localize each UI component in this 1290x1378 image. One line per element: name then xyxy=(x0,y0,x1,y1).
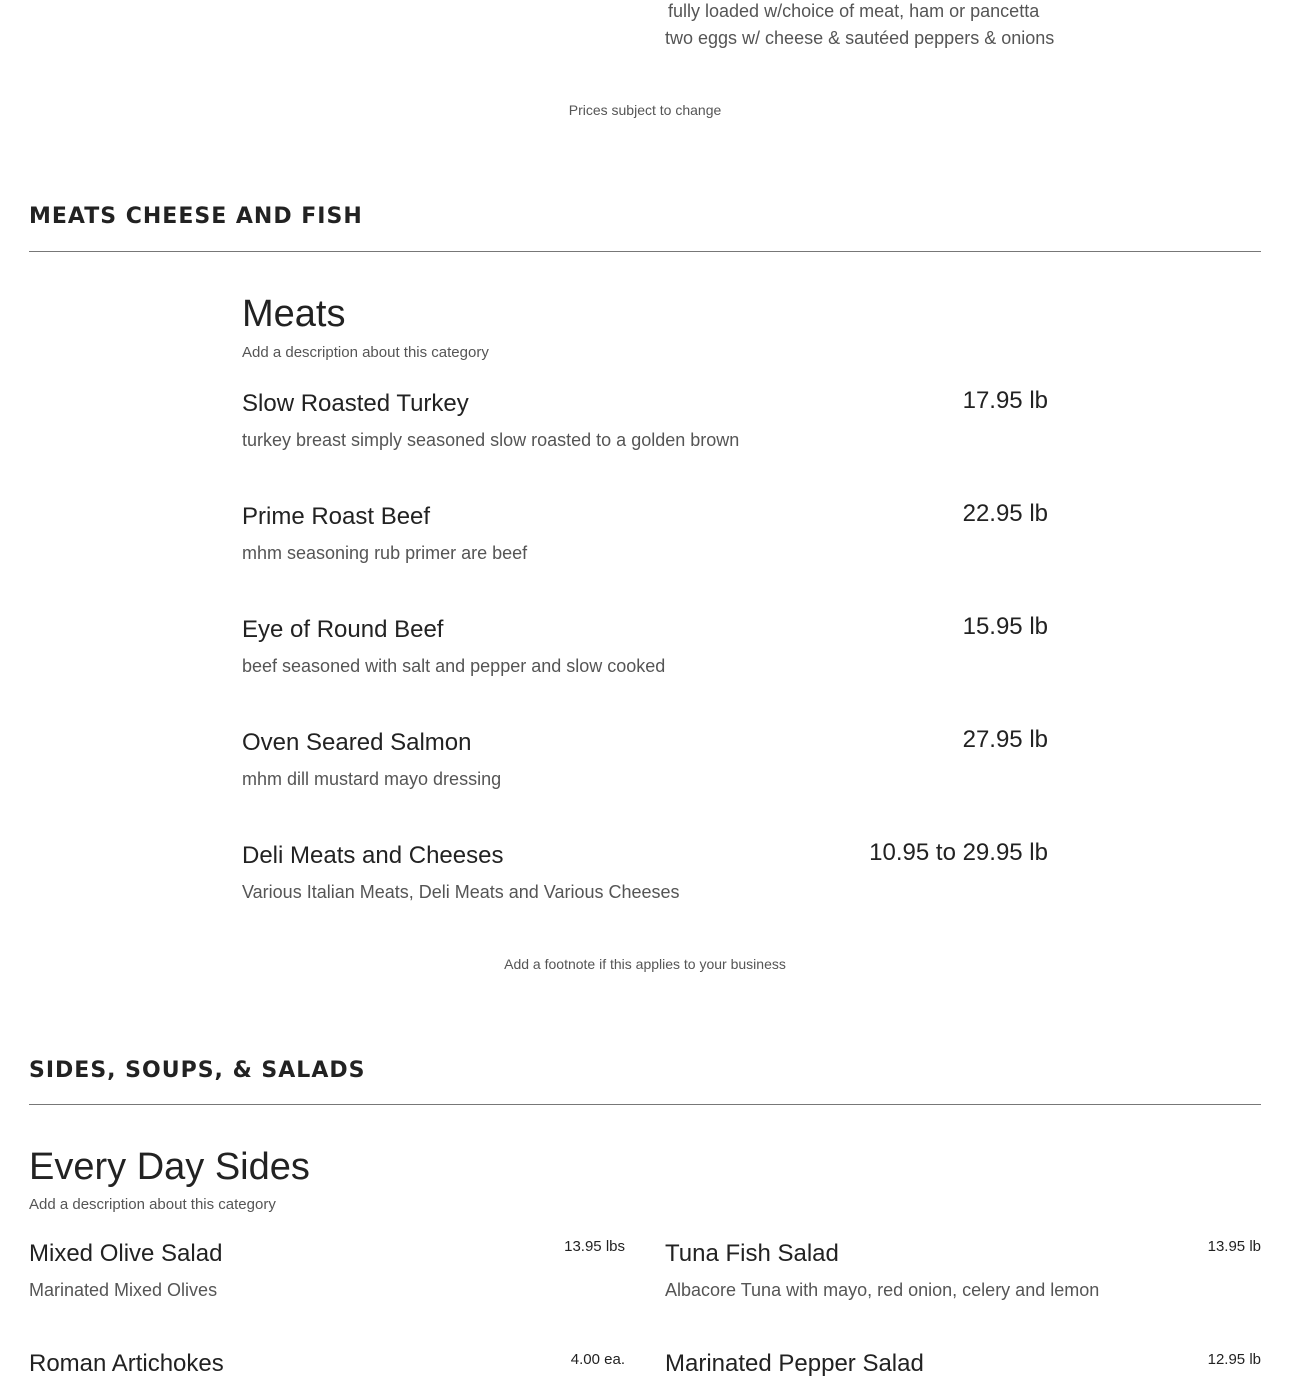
menu-item-description: turkey breast simply seasoned slow roasted to a golden brown xyxy=(242,430,740,450)
menu-item-description: Marinated Mixed Olives xyxy=(29,1280,218,1300)
menu-item-name: Oven Seared Salmon xyxy=(242,729,472,756)
menu-item-description: mhm dill mustard mayo dressing xyxy=(242,769,502,789)
menu-item-price: 13.95 lb xyxy=(1207,1238,1261,1255)
menu-item-name: Roman Artichokes xyxy=(29,1350,224,1377)
menu-item-name: Prime Roast Beef xyxy=(242,503,431,530)
section-heading-meats: MEATS CHEESE AND FISH xyxy=(29,204,363,229)
category-title-sides: Every Day Sides xyxy=(29,1146,310,1188)
menu-item-name: Tuna Fish Salad xyxy=(665,1240,839,1267)
category-description: Add a description about this category xyxy=(29,1196,276,1213)
section-heading-sides: SIDES, SOUPS, & SALADS xyxy=(29,1058,366,1083)
item-description: two eggs w/ cheese & sautéed peppers & onions xyxy=(665,28,1055,48)
menu-item-name: Slow Roasted Turkey xyxy=(242,390,469,417)
category-description: Add a description about this category xyxy=(242,344,489,361)
section-divider xyxy=(29,1104,1261,1105)
item-description: fully loaded w/choice of meat, ham or pancetta xyxy=(668,1,1040,21)
menu-item-description: Various Italian Meats, Deli Meats and Various Cheeses xyxy=(242,882,680,902)
menu-item-price: 4.00 ea. xyxy=(570,1351,625,1368)
menu-item-name: Marinated Pepper Salad xyxy=(665,1350,924,1377)
menu-item-price: 12.95 lb xyxy=(1207,1351,1261,1368)
menu-item-name: Deli Meats and Cheeses xyxy=(242,842,504,869)
menu-item-name: Eye of Round Beef xyxy=(242,616,444,643)
menu-item-description: Albacore Tuna with mayo, red onion, celery and lemon xyxy=(665,1280,1100,1300)
menu-item-price: 22.95 lb xyxy=(962,500,1048,527)
menu-item-description: beef seasoned with salt and pepper and slow cooked xyxy=(242,656,666,676)
menu-item-price: 13.95 lbs xyxy=(564,1238,625,1255)
category-title-meats: Meats xyxy=(242,293,346,335)
menu-item-description: mhm seasoning rub primer are beef xyxy=(242,543,528,563)
menu-item-price: 15.95 lb xyxy=(962,613,1048,640)
section-divider xyxy=(29,251,1261,252)
menu-item-price: 27.95 lb xyxy=(962,726,1048,753)
prices-note: Prices subject to change xyxy=(568,102,722,118)
menu-item-price: 17.95 lb xyxy=(962,387,1048,414)
menu-item-name: Mixed Olive Salad xyxy=(29,1240,223,1267)
category-footnote: Add a footnote if this applies to your business xyxy=(504,956,786,972)
menu-item-price: 10.95 to 29.95 lb xyxy=(869,839,1048,866)
